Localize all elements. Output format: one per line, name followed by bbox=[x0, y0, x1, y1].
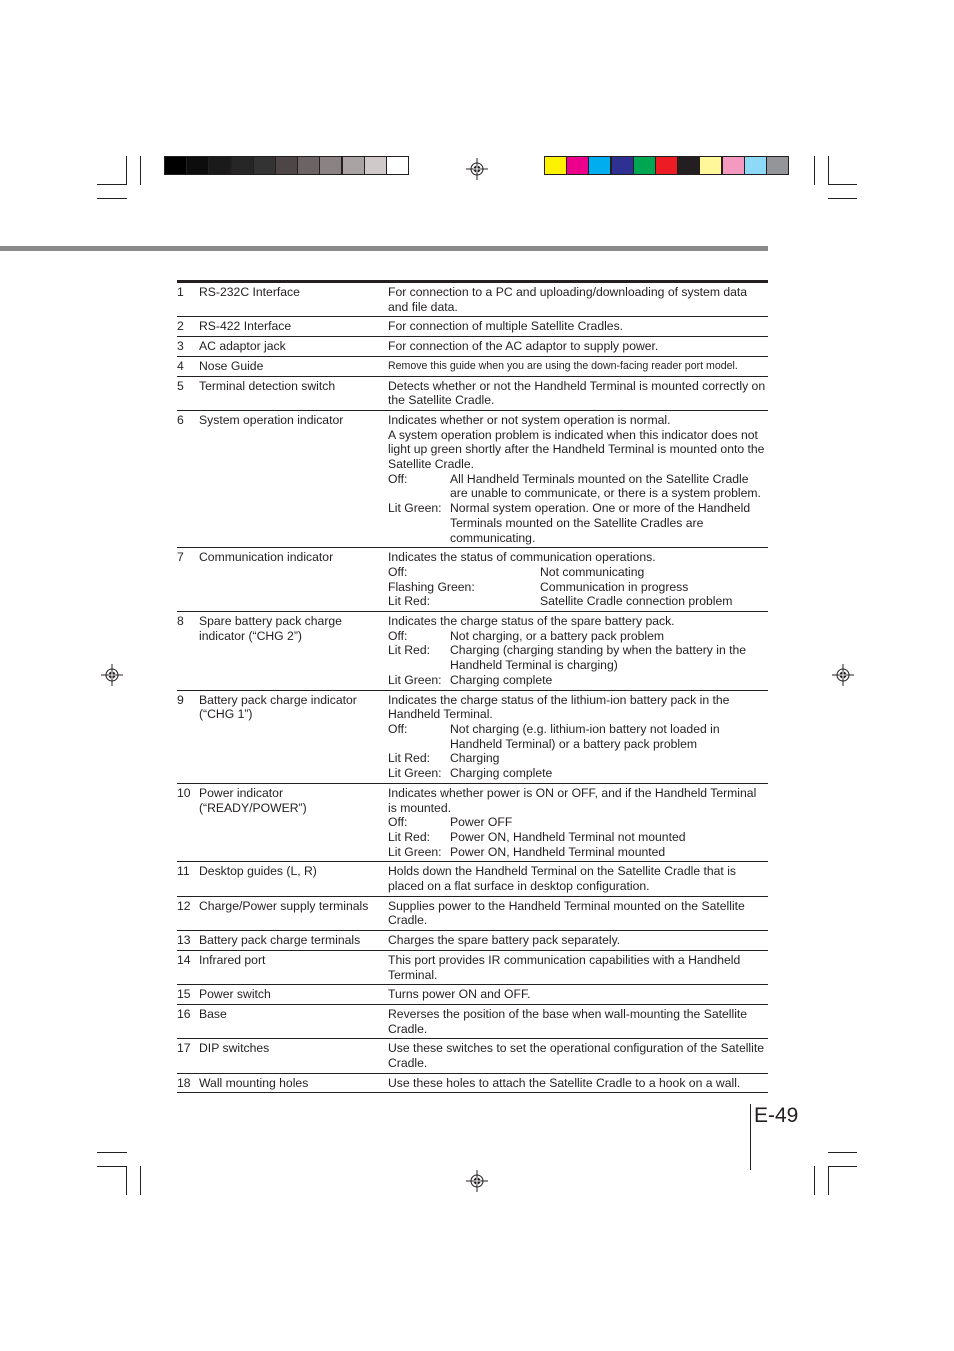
state-meaning: Normal system operation. One or more of the Handheld Terminals mounted on the Satellite Cradles are communicating. bbox=[450, 501, 751, 545]
crop-mark bbox=[140, 1166, 141, 1195]
color-swatch bbox=[722, 156, 745, 175]
item-description bbox=[388, 379, 768, 408]
gray-swatch bbox=[164, 156, 187, 175]
color-swatch bbox=[566, 156, 589, 175]
item-number: 15 bbox=[177, 987, 191, 1002]
page-number: E-49 bbox=[754, 1104, 799, 1127]
gray-swatch bbox=[386, 156, 409, 175]
gray-swatch bbox=[231, 156, 254, 175]
description-text: For connection to a PC and uploading/downloading of system data and file data. bbox=[388, 285, 748, 314]
item-name: Terminal detection switch bbox=[199, 378, 336, 393]
item-description bbox=[388, 339, 768, 354]
registration-mark-icon bbox=[466, 1170, 488, 1192]
item-name: RS-422 Interface bbox=[199, 319, 292, 334]
item-number: 10 bbox=[177, 785, 191, 800]
state-label: Off: bbox=[388, 721, 408, 736]
item-description bbox=[388, 1007, 768, 1036]
description-text: For connection of multiple Satellite Cradles. bbox=[388, 319, 624, 334]
gray-swatch bbox=[342, 156, 365, 175]
description-text: Holds down the Handheld Terminal on the Satellite Cradle that is placed on a flat surface in desktop configuration. bbox=[388, 864, 736, 894]
item-name: System operation indicator bbox=[199, 412, 344, 427]
state-label: Lit Green: bbox=[388, 766, 442, 781]
state-meaning: Not communicating bbox=[540, 564, 645, 579]
state-label: Lit Green: bbox=[388, 501, 442, 516]
color-swatch bbox=[633, 156, 656, 175]
state-meaning: All Handheld Terminals mounted on the Satellite Cradle are unable to communicate, or there is a system problem. bbox=[450, 471, 761, 501]
item-description bbox=[388, 359, 768, 374]
description-text: Indicates the charge status of the lithium-ion battery pack in the Handheld Terminal. bbox=[388, 692, 730, 722]
indicator-state bbox=[388, 766, 768, 781]
gray-swatch bbox=[297, 156, 320, 175]
item-description bbox=[388, 786, 768, 860]
state-label: Off: bbox=[388, 471, 408, 486]
description-text: Supplies power to the Handheld Terminal mounted on the Satellite Cradle. bbox=[388, 898, 745, 928]
item-name: DIP switches bbox=[199, 1041, 270, 1056]
item-name: AC adaptor jack bbox=[199, 339, 286, 354]
table-row bbox=[177, 784, 768, 863]
item-number: 8 bbox=[177, 614, 184, 629]
description-text: For connection of the AC adaptor to supply power. bbox=[388, 339, 659, 354]
item-number: 9 bbox=[177, 692, 184, 707]
item-number: 4 bbox=[177, 358, 184, 373]
color-swatch bbox=[611, 156, 634, 175]
indicator-state bbox=[388, 629, 768, 644]
table-row bbox=[177, 1074, 768, 1094]
table-row bbox=[177, 931, 768, 951]
item-number: 14 bbox=[177, 952, 191, 967]
item-number: 2 bbox=[177, 319, 184, 334]
description-text: Use these holes to attach the Satellite Cradle to a hook on a wall. bbox=[388, 1075, 741, 1090]
state-label: Lit Red: bbox=[388, 829, 431, 844]
state-label: Lit Red: bbox=[388, 594, 431, 609]
indicator-state bbox=[388, 722, 768, 751]
crop-mark bbox=[126, 1166, 127, 1195]
table-row bbox=[177, 985, 768, 1005]
gray-swatch bbox=[186, 156, 209, 175]
item-description bbox=[388, 285, 768, 314]
item-description bbox=[388, 1076, 768, 1091]
indicator-state bbox=[388, 501, 768, 545]
state-meaning: Charging complete bbox=[450, 766, 553, 781]
item-name: Power indicator (“READY/POWER”) bbox=[199, 785, 307, 815]
registration-mark-icon bbox=[466, 158, 488, 180]
gray-swatch bbox=[208, 156, 231, 175]
table-row bbox=[177, 283, 768, 317]
indicator-state bbox=[388, 565, 768, 580]
crop-mark bbox=[140, 156, 141, 185]
state-label: Flashing Green: bbox=[388, 579, 475, 594]
item-description bbox=[388, 933, 768, 948]
state-label: Lit Green: bbox=[388, 844, 442, 859]
indicator-state bbox=[388, 751, 768, 766]
item-number: 13 bbox=[177, 933, 191, 948]
item-name: Desktop guides (L, R) bbox=[199, 864, 317, 879]
item-name: Base bbox=[199, 1006, 227, 1021]
item-description bbox=[388, 864, 768, 893]
item-number: 7 bbox=[177, 550, 184, 565]
description-text: Charges the spare battery pack separately. bbox=[388, 933, 621, 948]
item-description bbox=[388, 987, 768, 1002]
state-label: Lit Red: bbox=[388, 643, 431, 658]
item-name: RS-232C Interface bbox=[199, 285, 300, 299]
state-meaning: Power ON, Handheld Terminal not mounted bbox=[450, 829, 686, 844]
crop-mark bbox=[97, 1152, 127, 1153]
description-text: Detects whether or not the Handheld Terminal is mounted correctly on the Satellite Cradle. bbox=[388, 378, 766, 408]
item-number: 1 bbox=[177, 285, 184, 299]
table-row bbox=[177, 951, 768, 985]
item-description bbox=[388, 693, 768, 781]
table-row bbox=[177, 548, 768, 612]
item-number: 5 bbox=[177, 378, 184, 393]
item-number: 11 bbox=[177, 864, 190, 879]
item-number: 18 bbox=[177, 1075, 191, 1090]
color-swatch bbox=[677, 156, 700, 175]
table-row bbox=[177, 862, 768, 896]
crop-mark bbox=[814, 1166, 815, 1195]
table-row bbox=[177, 377, 768, 411]
description-text: Indicates the status of communication operations. bbox=[388, 550, 656, 565]
item-name: Power switch bbox=[199, 987, 271, 1002]
gray-swatch bbox=[275, 156, 298, 175]
registration-mark-icon bbox=[101, 664, 123, 686]
crop-mark bbox=[814, 156, 815, 185]
description-text: Remove this guide when you are using the down-facing reader port model. bbox=[388, 359, 738, 372]
item-name: Wall mounting holes bbox=[199, 1075, 309, 1090]
crop-mark bbox=[97, 184, 127, 185]
crop-mark bbox=[828, 1166, 829, 1195]
state-meaning: Power OFF bbox=[450, 815, 513, 830]
item-name: Battery pack charge indicator (“CHG 1”) bbox=[199, 692, 357, 722]
item-name: Spare battery pack charge indicator (“CHG 2”) bbox=[199, 614, 342, 643]
indicator-state bbox=[388, 643, 768, 672]
gray-swatch bbox=[319, 156, 342, 175]
description-text: Indicates the charge status of the spare battery pack. bbox=[388, 614, 675, 629]
gray-swatch bbox=[253, 156, 276, 175]
state-meaning: Power ON, Handheld Terminal mounted bbox=[450, 844, 666, 859]
item-description bbox=[388, 413, 768, 545]
item-name: Infrared port bbox=[199, 952, 266, 967]
item-number: 12 bbox=[177, 898, 191, 913]
item-description bbox=[388, 899, 768, 928]
item-number: 6 bbox=[177, 412, 184, 427]
table-row bbox=[177, 612, 768, 691]
state-meaning: Charging complete bbox=[450, 672, 553, 687]
state-meaning: Not charging (e.g. lithium-ion battery not loaded in Handheld Terminal) or a battery pack problem bbox=[450, 721, 720, 751]
table-row bbox=[177, 317, 768, 337]
color-swatch bbox=[699, 156, 722, 175]
indicator-state bbox=[388, 594, 768, 609]
color-swatch bbox=[544, 156, 567, 175]
registration-mark-icon bbox=[832, 664, 854, 686]
color-swatch bbox=[744, 156, 767, 175]
state-label: Lit Green: bbox=[388, 672, 442, 687]
color-swatch bbox=[588, 156, 611, 175]
table-row bbox=[177, 357, 768, 377]
color-swatch bbox=[655, 156, 678, 175]
crop-mark bbox=[126, 156, 127, 185]
table-row bbox=[177, 337, 768, 357]
state-label: Off: bbox=[388, 564, 408, 579]
gray-swatch bbox=[364, 156, 387, 175]
crop-mark bbox=[828, 198, 857, 199]
state-label: Off: bbox=[388, 815, 408, 830]
description-text: Turns power ON and OFF. bbox=[388, 987, 531, 1002]
description-text: Use these switches to set the operational configuration of the Satellite Cradle. bbox=[388, 1041, 765, 1071]
table-row bbox=[177, 897, 768, 931]
indicator-state bbox=[388, 580, 768, 595]
state-label: Lit Red: bbox=[388, 751, 431, 766]
description-text: Reverses the position of the base when wall-mounting the Satellite Cradle. bbox=[388, 1006, 748, 1036]
table-row bbox=[177, 1005, 768, 1039]
item-description bbox=[388, 319, 768, 334]
state-label: Off: bbox=[388, 628, 408, 643]
item-description bbox=[388, 614, 768, 688]
indicator-state bbox=[388, 673, 768, 688]
crop-mark bbox=[97, 1166, 127, 1167]
item-name: Charge/Power supply terminals bbox=[199, 898, 369, 913]
description-text: Indicates whether power is ON or OFF, and if the Handheld Terminal is mounted. bbox=[388, 785, 757, 815]
indicator-state bbox=[388, 815, 768, 830]
description-text: A system operation problem is indicated when this indicator does not light up green shortly after the Handheld Terminal is mounted onto the Satellite Cradle. bbox=[388, 427, 765, 472]
color-swatch bbox=[766, 156, 789, 175]
table-row bbox=[177, 411, 768, 548]
crop-mark bbox=[828, 184, 857, 185]
item-number: 3 bbox=[177, 339, 184, 354]
crop-mark bbox=[97, 198, 127, 199]
item-number: 16 bbox=[177, 1006, 191, 1021]
description-text: Indicates whether or not system operation is normal. bbox=[388, 412, 671, 427]
state-meaning: Satellite Cradle connection problem bbox=[540, 594, 733, 609]
item-number: 17 bbox=[177, 1041, 191, 1056]
page-number-divider bbox=[750, 1104, 751, 1170]
item-description bbox=[388, 953, 768, 982]
item-name: Communication indicator bbox=[199, 550, 334, 565]
item-description bbox=[388, 1041, 768, 1070]
table-row bbox=[177, 691, 768, 784]
item-name: Battery pack charge terminals bbox=[199, 933, 361, 948]
state-meaning: Charging (charging standing by when the battery in the Handheld Terminal is charging) bbox=[450, 643, 747, 673]
crop-mark bbox=[828, 1166, 857, 1167]
indicator-state bbox=[388, 830, 768, 845]
state-meaning: Not charging, or a battery pack problem bbox=[450, 628, 665, 643]
item-description bbox=[388, 550, 768, 609]
table-row bbox=[177, 1039, 768, 1073]
crop-mark bbox=[828, 156, 829, 185]
indicator-state bbox=[388, 472, 768, 501]
indicator-state bbox=[388, 845, 768, 860]
crop-mark bbox=[828, 1152, 857, 1153]
header-rule bbox=[0, 246, 768, 251]
description-text: This port provides IR communication capabilities with a Handheld Terminal. bbox=[388, 952, 741, 982]
parts-description-table bbox=[177, 280, 768, 1093]
item-name: Nose Guide bbox=[199, 358, 264, 373]
state-meaning: Charging bbox=[450, 751, 500, 766]
state-meaning: Communication in progress bbox=[540, 579, 689, 594]
